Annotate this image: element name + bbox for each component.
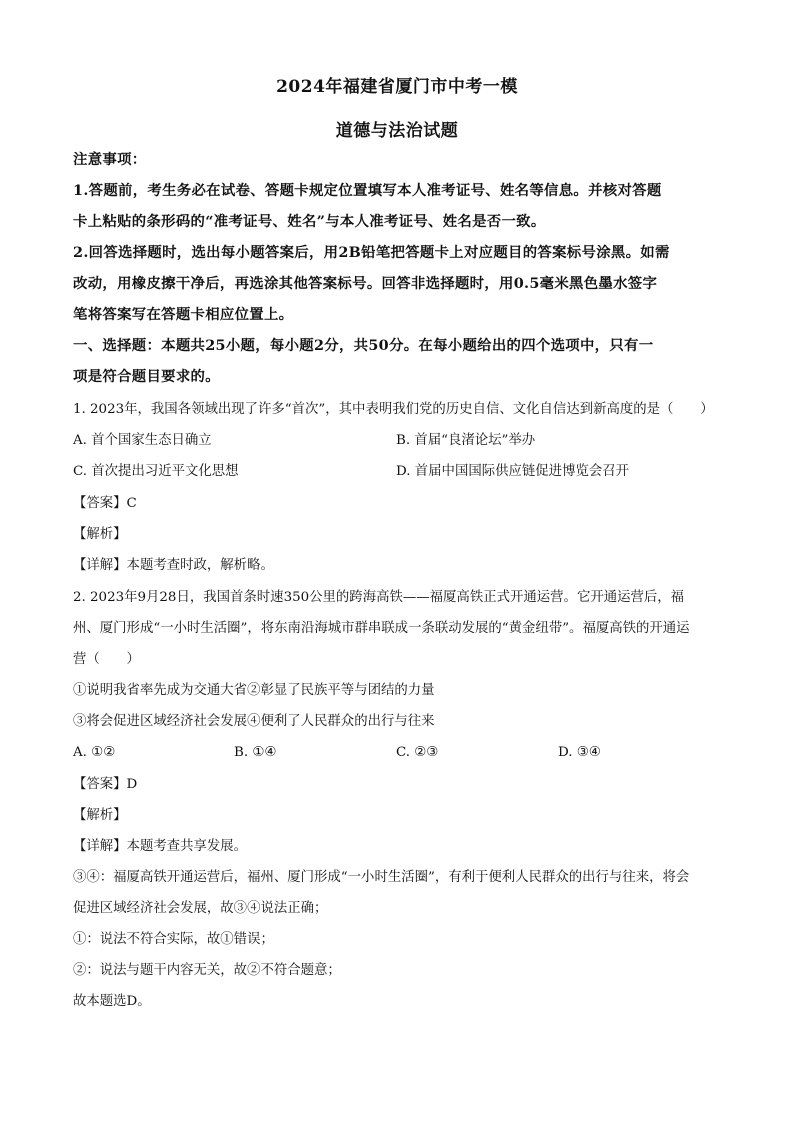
section-heading-line-2: 项是符合题目要求的。 <box>73 368 220 385</box>
q2-option-b: B. ①④ <box>234 745 277 760</box>
q1-option-a: A. 首个国家生态日确立 <box>73 433 212 448</box>
q2-stem-line-3: 营（ ） <box>73 652 140 667</box>
q2-explanation-1-line-2: 促进区域经济社会发展，故③④说法正确； <box>73 901 328 916</box>
notice-item-1-line-2: 卡上粘贴的条形码的“准考证号、姓名”与本人准考证号、姓名是否一致。 <box>73 213 546 230</box>
q1-option-b: B. 首届“良渚论坛”举办 <box>396 433 536 448</box>
page-subtitle: 道德与法治试题 <box>335 121 459 141</box>
q2-option-a: A. ①② <box>73 745 116 760</box>
q2-explanation-2: ①：说法不符合实际，故①错误； <box>73 932 274 947</box>
q2-stem-line-1: 2. 2023年9月28日，我国首条时速350公里的跨海高铁——福厦高铁正式开通运营。它开通运营后，福 <box>73 590 685 605</box>
q2-explanation-1-line-1: ③④：福厦高铁开通运营后，福州、厦门形成“一小时生活圈”，有利于便利人民群众的出行与往来，将会 <box>73 870 690 885</box>
notice-heading: 注意事项： <box>73 151 147 168</box>
q2-stem-line-2: 州、厦门形成“一小时生活圈”，将东南沿海城市群串联成一条联动发展的“黄金纽带”。福厦高铁的开通运 <box>73 621 690 636</box>
notice-item-2-line-1: 2.回答选择题时，选出每小题答案后，用2B铅笔把答题卡上对应题目的答案标号涂黑。如需 <box>73 244 670 261</box>
notice-item-2-line-3: 笔将答案写在答题卡相应位置上。 <box>73 306 294 323</box>
q2-items-1-2: ①说明我省率先成为交通大省②彰显了民族平等与团结的力量 <box>73 683 435 698</box>
section-heading-line-1: 一、选择题：本题共25小题，每小题2分，共50分。在每小题给出的四个选项中，只有一 <box>73 337 654 354</box>
notice-item-2-line-2: 改动，用橡皮擦干净后，再选涂其他答案标号。回答非选择题时，用0.5毫米黑色墨水签字 <box>73 275 658 292</box>
q2-items-3-4: ③将会促进区域经济社会发展④便利了人民群众的出行与往来 <box>73 714 435 729</box>
q1-stem: 1. 2023年，我国各领域出现了许多“首次”，其中表明我们党的历史自信、文化自信达到新高度的是（ ） <box>73 402 714 417</box>
q2-option-d: D. ③④ <box>558 745 601 760</box>
q1-option-d: D. 首届中国国际供应链促进博览会召开 <box>396 464 630 479</box>
q2-explanation-3: ②：说法与题干内容无关，故②不符合题意； <box>73 963 341 978</box>
notice-item-1-line-1: 1.答题前，考生务必在试卷、答题卡规定位置填写本人准考证号、姓名等信息。并核对答题 <box>73 182 662 199</box>
q1-option-c: C. 首次提出习近平文化思想 <box>73 464 239 479</box>
q2-conclusion: 故本题选D。 <box>73 994 151 1009</box>
q2-analysis-label: 【解析】 <box>73 808 127 823</box>
page-title: 2024年福建省厦门市中考一模 <box>276 77 518 97</box>
q2-answer: 【答案】D <box>73 777 138 792</box>
q2-detail: 【详解】本题考查共享发展。 <box>73 839 248 854</box>
q1-analysis-label: 【解析】 <box>73 527 127 542</box>
q1-detail: 【详解】本题考查时政，解析略。 <box>73 558 274 573</box>
q1-answer: 【答案】C <box>73 496 137 511</box>
q2-option-c: C. ②③ <box>396 745 439 760</box>
